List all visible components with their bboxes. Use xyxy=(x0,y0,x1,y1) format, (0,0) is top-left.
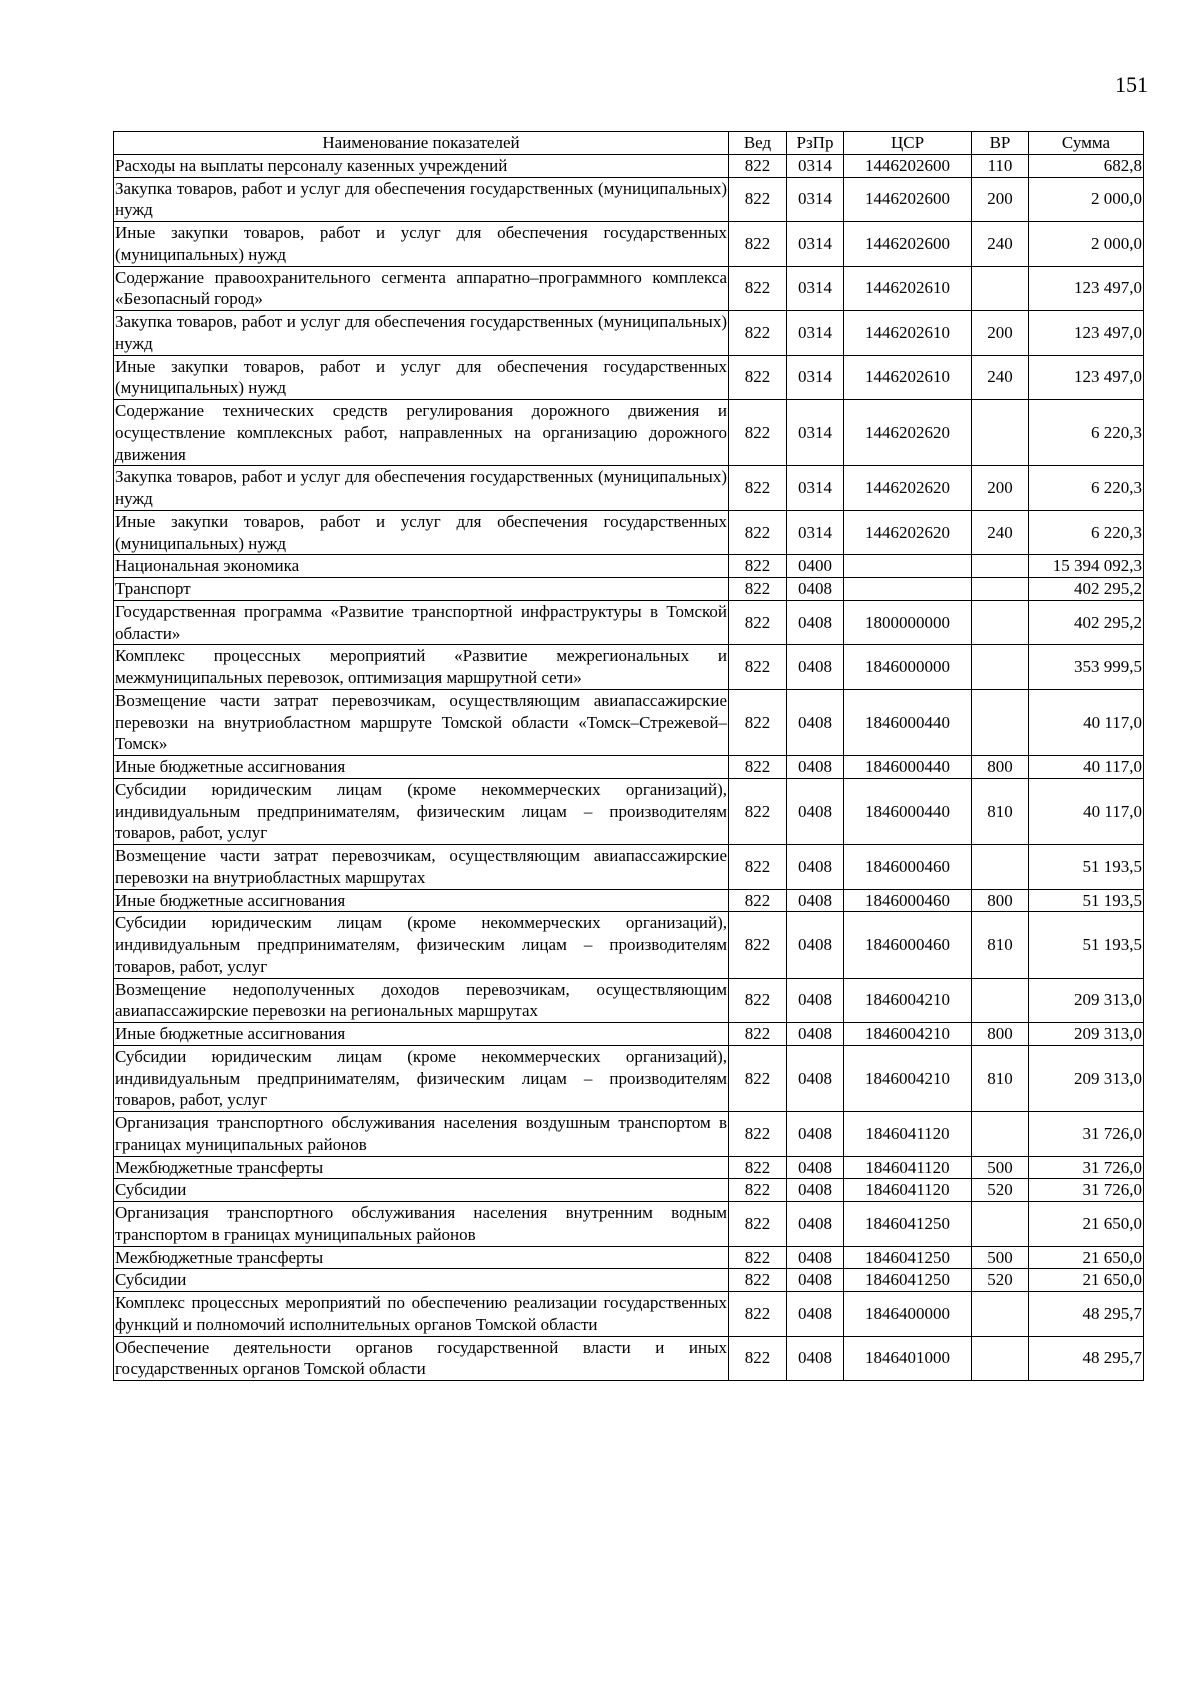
cell-vr xyxy=(972,689,1029,755)
cell-sum: 353 999,5 xyxy=(1029,645,1144,690)
table-row xyxy=(114,154,1144,177)
cell-ved: 822 xyxy=(729,222,787,267)
cell-sum: 2 000,0 xyxy=(1029,177,1144,222)
cell-csr: 1846000440 xyxy=(844,756,972,779)
cell-vr: 240 xyxy=(972,510,1029,555)
cell-sum: 6 220,3 xyxy=(1029,400,1144,466)
cell-ved: 822 xyxy=(729,889,787,912)
table-row xyxy=(114,845,1144,890)
table-row xyxy=(114,355,1144,400)
cell-rzpr: 0314 xyxy=(787,154,844,177)
cell-csr: 1846041250 xyxy=(844,1202,972,1247)
cell-csr: 1846000460 xyxy=(844,845,972,890)
cell-sum: 21 650,0 xyxy=(1029,1269,1144,1292)
cell-ved: 822 xyxy=(729,1179,787,1202)
cell-sum: 51 193,5 xyxy=(1029,889,1144,912)
cell-name: Субсидии юридическим лицам (кроме некоммерческих организаций), индивидуальным предпринимателям, физическим лицам – производителям товаров, работ, услуг xyxy=(114,1045,729,1111)
cell-csr: 1446202620 xyxy=(844,400,972,466)
cell-vr xyxy=(972,400,1029,466)
cell-rzpr: 0408 xyxy=(787,1023,844,1046)
table-row xyxy=(114,1246,1144,1269)
cell-name: Возмещение части затрат перевозчикам, осуществляющим авиапассажирские перевозки на внутриобластном маршруте Томской области «Томск–Стрежевой–Томск» xyxy=(114,689,729,755)
header-name: Наименование показателей xyxy=(114,132,729,155)
table-row xyxy=(114,889,1144,912)
cell-csr: 1846401000 xyxy=(844,1336,972,1381)
cell-ved: 822 xyxy=(729,466,787,511)
cell-name: Содержание правоохранительного сегмента аппаратно–программного комплекса «Безопасный город» xyxy=(114,266,729,311)
cell-rzpr: 0408 xyxy=(787,1045,844,1111)
cell-vr: 800 xyxy=(972,889,1029,912)
cell-ved: 822 xyxy=(729,1269,787,1292)
cell-rzpr: 0408 xyxy=(787,689,844,755)
cell-name: Закупка товаров, работ и услуг для обеспечения государственных (муниципальных) нужд xyxy=(114,177,729,222)
cell-vr: 810 xyxy=(972,1045,1029,1111)
table-row xyxy=(114,1112,1144,1157)
table-row xyxy=(114,555,1144,578)
cell-name: Иные бюджетные ассигнования xyxy=(114,889,729,912)
cell-csr: 1446202600 xyxy=(844,177,972,222)
cell-vr xyxy=(972,578,1029,601)
cell-sum: 21 650,0 xyxy=(1029,1202,1144,1247)
cell-vr xyxy=(972,845,1029,890)
cell-sum: 15 394 092,3 xyxy=(1029,555,1144,578)
cell-ved: 822 xyxy=(729,1246,787,1269)
cell-name: Возмещение недополученных доходов перевозчикам, осуществляющим авиапассажирские перевозки на региональных маршрутах xyxy=(114,978,729,1023)
cell-ved: 822 xyxy=(729,645,787,690)
table-row xyxy=(114,1269,1144,1292)
cell-sum: 51 193,5 xyxy=(1029,912,1144,978)
cell-vr xyxy=(972,1336,1029,1381)
table-body xyxy=(114,154,1144,1380)
cell-rzpr: 0408 xyxy=(787,778,844,844)
cell-ved: 822 xyxy=(729,1336,787,1381)
cell-ved: 822 xyxy=(729,845,787,890)
cell-ved: 822 xyxy=(729,912,787,978)
cell-ved: 822 xyxy=(729,1202,787,1247)
cell-rzpr: 0408 xyxy=(787,1156,844,1179)
table-row xyxy=(114,912,1144,978)
cell-vr: 240 xyxy=(972,355,1029,400)
cell-sum: 402 295,2 xyxy=(1029,600,1144,645)
cell-csr: 1446202610 xyxy=(844,311,972,356)
cell-sum: 123 497,0 xyxy=(1029,311,1144,356)
cell-vr: 500 xyxy=(972,1246,1029,1269)
cell-sum: 6 220,3 xyxy=(1029,510,1144,555)
table-row xyxy=(114,1202,1144,1247)
cell-name: Национальная экономика xyxy=(114,555,729,578)
cell-vr xyxy=(972,266,1029,311)
table-row xyxy=(114,1292,1144,1337)
cell-name: Иные закупки товаров, работ и услуг для обеспечения государственных (муниципальных) нужд xyxy=(114,510,729,555)
cell-vr xyxy=(972,600,1029,645)
cell-sum: 40 117,0 xyxy=(1029,689,1144,755)
cell-sum: 31 726,0 xyxy=(1029,1156,1144,1179)
cell-csr: 1846004210 xyxy=(844,978,972,1023)
cell-sum: 402 295,2 xyxy=(1029,578,1144,601)
cell-csr: 1446202620 xyxy=(844,510,972,555)
cell-name: Иные бюджетные ассигнования xyxy=(114,756,729,779)
header-rzpr: РзПр xyxy=(787,132,844,155)
table-row xyxy=(114,222,1144,267)
table-row xyxy=(114,578,1144,601)
cell-vr: 800 xyxy=(972,1023,1029,1046)
cell-rzpr: 0400 xyxy=(787,555,844,578)
header-vr: ВР xyxy=(972,132,1029,155)
cell-vr: 500 xyxy=(972,1156,1029,1179)
cell-ved: 822 xyxy=(729,1156,787,1179)
cell-vr xyxy=(972,645,1029,690)
cell-rzpr: 0408 xyxy=(787,1336,844,1381)
cell-rzpr: 0314 xyxy=(787,466,844,511)
cell-name: Организация транспортного обслуживания населения внутренним водным транспортом в границах муниципальных районов xyxy=(114,1202,729,1247)
cell-ved: 822 xyxy=(729,177,787,222)
cell-name: Субсидии юридическим лицам (кроме некоммерческих организаций), индивидуальным предпринимателям, физическим лицам – производителям товаров, работ, услуг xyxy=(114,912,729,978)
table-row xyxy=(114,645,1144,690)
table-row xyxy=(114,1336,1144,1381)
cell-ved: 822 xyxy=(729,355,787,400)
cell-csr xyxy=(844,555,972,578)
cell-vr: 520 xyxy=(972,1179,1029,1202)
table-row xyxy=(114,311,1144,356)
cell-name: Комплекс процессных мероприятий по обеспечению реализации государственных функций и полномочий исполнительных органов Томской области xyxy=(114,1292,729,1337)
cell-vr xyxy=(972,978,1029,1023)
cell-name: Содержание технических средств регулирования дорожного движения и осуществление комплексных работ, направленных на организацию дорожного движения xyxy=(114,400,729,466)
cell-ved: 822 xyxy=(729,154,787,177)
cell-csr: 1846041250 xyxy=(844,1246,972,1269)
table-row xyxy=(114,400,1144,466)
cell-vr: 800 xyxy=(972,756,1029,779)
cell-vr: 200 xyxy=(972,177,1029,222)
cell-ved: 822 xyxy=(729,578,787,601)
cell-sum: 31 726,0 xyxy=(1029,1112,1144,1157)
cell-name: Возмещение части затрат перевозчикам, осуществляющим авиапассажирские перевозки на внутриобластных маршрутах xyxy=(114,845,729,890)
cell-sum: 209 313,0 xyxy=(1029,978,1144,1023)
cell-ved: 822 xyxy=(729,311,787,356)
cell-csr: 1846041250 xyxy=(844,1269,972,1292)
table-row xyxy=(114,466,1144,511)
cell-vr: 810 xyxy=(972,778,1029,844)
cell-ved: 822 xyxy=(729,600,787,645)
cell-rzpr: 0314 xyxy=(787,311,844,356)
cell-rzpr: 0408 xyxy=(787,1202,844,1247)
cell-csr: 1800000000 xyxy=(844,600,972,645)
cell-sum: 48 295,7 xyxy=(1029,1336,1144,1381)
cell-ved: 822 xyxy=(729,510,787,555)
cell-ved: 822 xyxy=(729,756,787,779)
cell-sum: 682,8 xyxy=(1029,154,1144,177)
cell-ved: 822 xyxy=(729,778,787,844)
cell-rzpr: 0408 xyxy=(787,600,844,645)
cell-ved: 822 xyxy=(729,400,787,466)
cell-csr xyxy=(844,578,972,601)
cell-csr: 1446202600 xyxy=(844,154,972,177)
cell-csr: 1846400000 xyxy=(844,1292,972,1337)
cell-name: Субсидии xyxy=(114,1179,729,1202)
header-sum: Сумма xyxy=(1029,132,1144,155)
cell-ved: 822 xyxy=(729,978,787,1023)
cell-name: Расходы на выплаты персоналу казенных учреждений xyxy=(114,154,729,177)
cell-csr: 1446202610 xyxy=(844,266,972,311)
cell-name: Субсидии xyxy=(114,1269,729,1292)
page-number: 151 xyxy=(1115,72,1148,97)
cell-csr: 1846000460 xyxy=(844,912,972,978)
cell-name: Государственная программа «Развитие транспортной инфраструктуры в Томской области» xyxy=(114,600,729,645)
table-row xyxy=(114,756,1144,779)
cell-rzpr: 0408 xyxy=(787,912,844,978)
cell-vr: 200 xyxy=(972,311,1029,356)
table-row xyxy=(114,510,1144,555)
cell-rzpr: 0314 xyxy=(787,222,844,267)
cell-ved: 822 xyxy=(729,266,787,311)
cell-sum: 40 117,0 xyxy=(1029,756,1144,779)
cell-sum: 6 220,3 xyxy=(1029,466,1144,511)
cell-name: Субсидии юридическим лицам (кроме некоммерческих организаций), индивидуальным предпринимателям, физическим лицам – производителям товаров, работ, услуг xyxy=(114,778,729,844)
cell-sum: 209 313,0 xyxy=(1029,1023,1144,1046)
cell-rzpr: 0408 xyxy=(787,978,844,1023)
table-row xyxy=(114,1179,1144,1202)
table-row xyxy=(114,600,1144,645)
table-row xyxy=(114,266,1144,311)
cell-rzpr: 0408 xyxy=(787,845,844,890)
table-row xyxy=(114,689,1144,755)
cell-rzpr: 0314 xyxy=(787,266,844,311)
cell-rzpr: 0408 xyxy=(787,1179,844,1202)
table-row xyxy=(114,1156,1144,1179)
cell-ved: 822 xyxy=(729,1045,787,1111)
cell-vr xyxy=(972,555,1029,578)
cell-name: Иные бюджетные ассигнования xyxy=(114,1023,729,1046)
cell-rzpr: 0408 xyxy=(787,578,844,601)
cell-ved: 822 xyxy=(729,1023,787,1046)
cell-rzpr: 0314 xyxy=(787,510,844,555)
cell-sum: 40 117,0 xyxy=(1029,778,1144,844)
cell-name: Закупка товаров, работ и услуг для обеспечения государственных (муниципальных) нужд xyxy=(114,311,729,356)
cell-rzpr: 0314 xyxy=(787,177,844,222)
table-row xyxy=(114,1023,1144,1046)
cell-ved: 822 xyxy=(729,689,787,755)
cell-rzpr: 0408 xyxy=(787,1269,844,1292)
cell-sum: 123 497,0 xyxy=(1029,266,1144,311)
cell-name: Иные закупки товаров, работ и услуг для обеспечения государственных (муниципальных) нужд xyxy=(114,222,729,267)
cell-csr: 1846000440 xyxy=(844,778,972,844)
cell-name: Межбюджетные трансферты xyxy=(114,1246,729,1269)
cell-csr: 1846041120 xyxy=(844,1179,972,1202)
cell-csr: 1446202610 xyxy=(844,355,972,400)
cell-vr: 200 xyxy=(972,466,1029,511)
cell-csr: 1846004210 xyxy=(844,1045,972,1111)
cell-csr: 1846041120 xyxy=(844,1112,972,1157)
cell-sum: 51 193,5 xyxy=(1029,845,1144,890)
cell-ved: 822 xyxy=(729,1292,787,1337)
cell-name: Транспорт xyxy=(114,578,729,601)
cell-vr xyxy=(972,1112,1029,1157)
cell-name: Комплекс процессных мероприятий «Развитие межрегиональных и межмуниципальных перевозок, оптимизация маршрутной сети» xyxy=(114,645,729,690)
cell-ved: 822 xyxy=(729,555,787,578)
cell-rzpr: 0314 xyxy=(787,400,844,466)
cell-sum: 48 295,7 xyxy=(1029,1292,1144,1337)
cell-csr: 1446202620 xyxy=(844,466,972,511)
table-row xyxy=(114,778,1144,844)
cell-sum: 123 497,0 xyxy=(1029,355,1144,400)
cell-name: Организация транспортного обслуживания населения воздушным транспортом в границах муниципальных районов xyxy=(114,1112,729,1157)
cell-vr: 110 xyxy=(972,154,1029,177)
budget-table xyxy=(113,131,1144,1381)
cell-sum: 209 313,0 xyxy=(1029,1045,1144,1111)
cell-name: Иные закупки товаров, работ и услуг для обеспечения государственных (муниципальных) нужд xyxy=(114,355,729,400)
table-row xyxy=(114,978,1144,1023)
cell-name: Межбюджетные трансферты xyxy=(114,1156,729,1179)
cell-sum: 2 000,0 xyxy=(1029,222,1144,267)
cell-ved: 822 xyxy=(729,1112,787,1157)
cell-rzpr: 0408 xyxy=(787,756,844,779)
table-row xyxy=(114,177,1144,222)
cell-csr: 1846000440 xyxy=(844,689,972,755)
cell-name: Обеспечение деятельности органов государственной власти и иных государственных органов Томской области xyxy=(114,1336,729,1381)
cell-rzpr: 0408 xyxy=(787,1246,844,1269)
cell-sum: 21 650,0 xyxy=(1029,1246,1144,1269)
header-csr: ЦСР xyxy=(844,132,972,155)
header-ved: Вед xyxy=(729,132,787,155)
cell-csr: 1846000460 xyxy=(844,889,972,912)
cell-csr: 1446202600 xyxy=(844,222,972,267)
table-row xyxy=(114,1045,1144,1111)
cell-name: Закупка товаров, работ и услуг для обеспечения государственных (муниципальных) нужд xyxy=(114,466,729,511)
cell-vr: 520 xyxy=(972,1269,1029,1292)
cell-rzpr: 0408 xyxy=(787,889,844,912)
cell-rzpr: 0408 xyxy=(787,1112,844,1157)
cell-csr: 1846004210 xyxy=(844,1023,972,1046)
cell-rzpr: 0314 xyxy=(787,355,844,400)
cell-rzpr: 0408 xyxy=(787,1292,844,1337)
cell-vr xyxy=(972,1292,1029,1337)
cell-sum: 31 726,0 xyxy=(1029,1179,1144,1202)
cell-vr xyxy=(972,1202,1029,1247)
cell-csr: 1846000000 xyxy=(844,645,972,690)
cell-csr: 1846041120 xyxy=(844,1156,972,1179)
cell-rzpr: 0408 xyxy=(787,645,844,690)
table-header-row xyxy=(114,132,1144,155)
cell-vr: 240 xyxy=(972,222,1029,267)
cell-vr: 810 xyxy=(972,912,1029,978)
